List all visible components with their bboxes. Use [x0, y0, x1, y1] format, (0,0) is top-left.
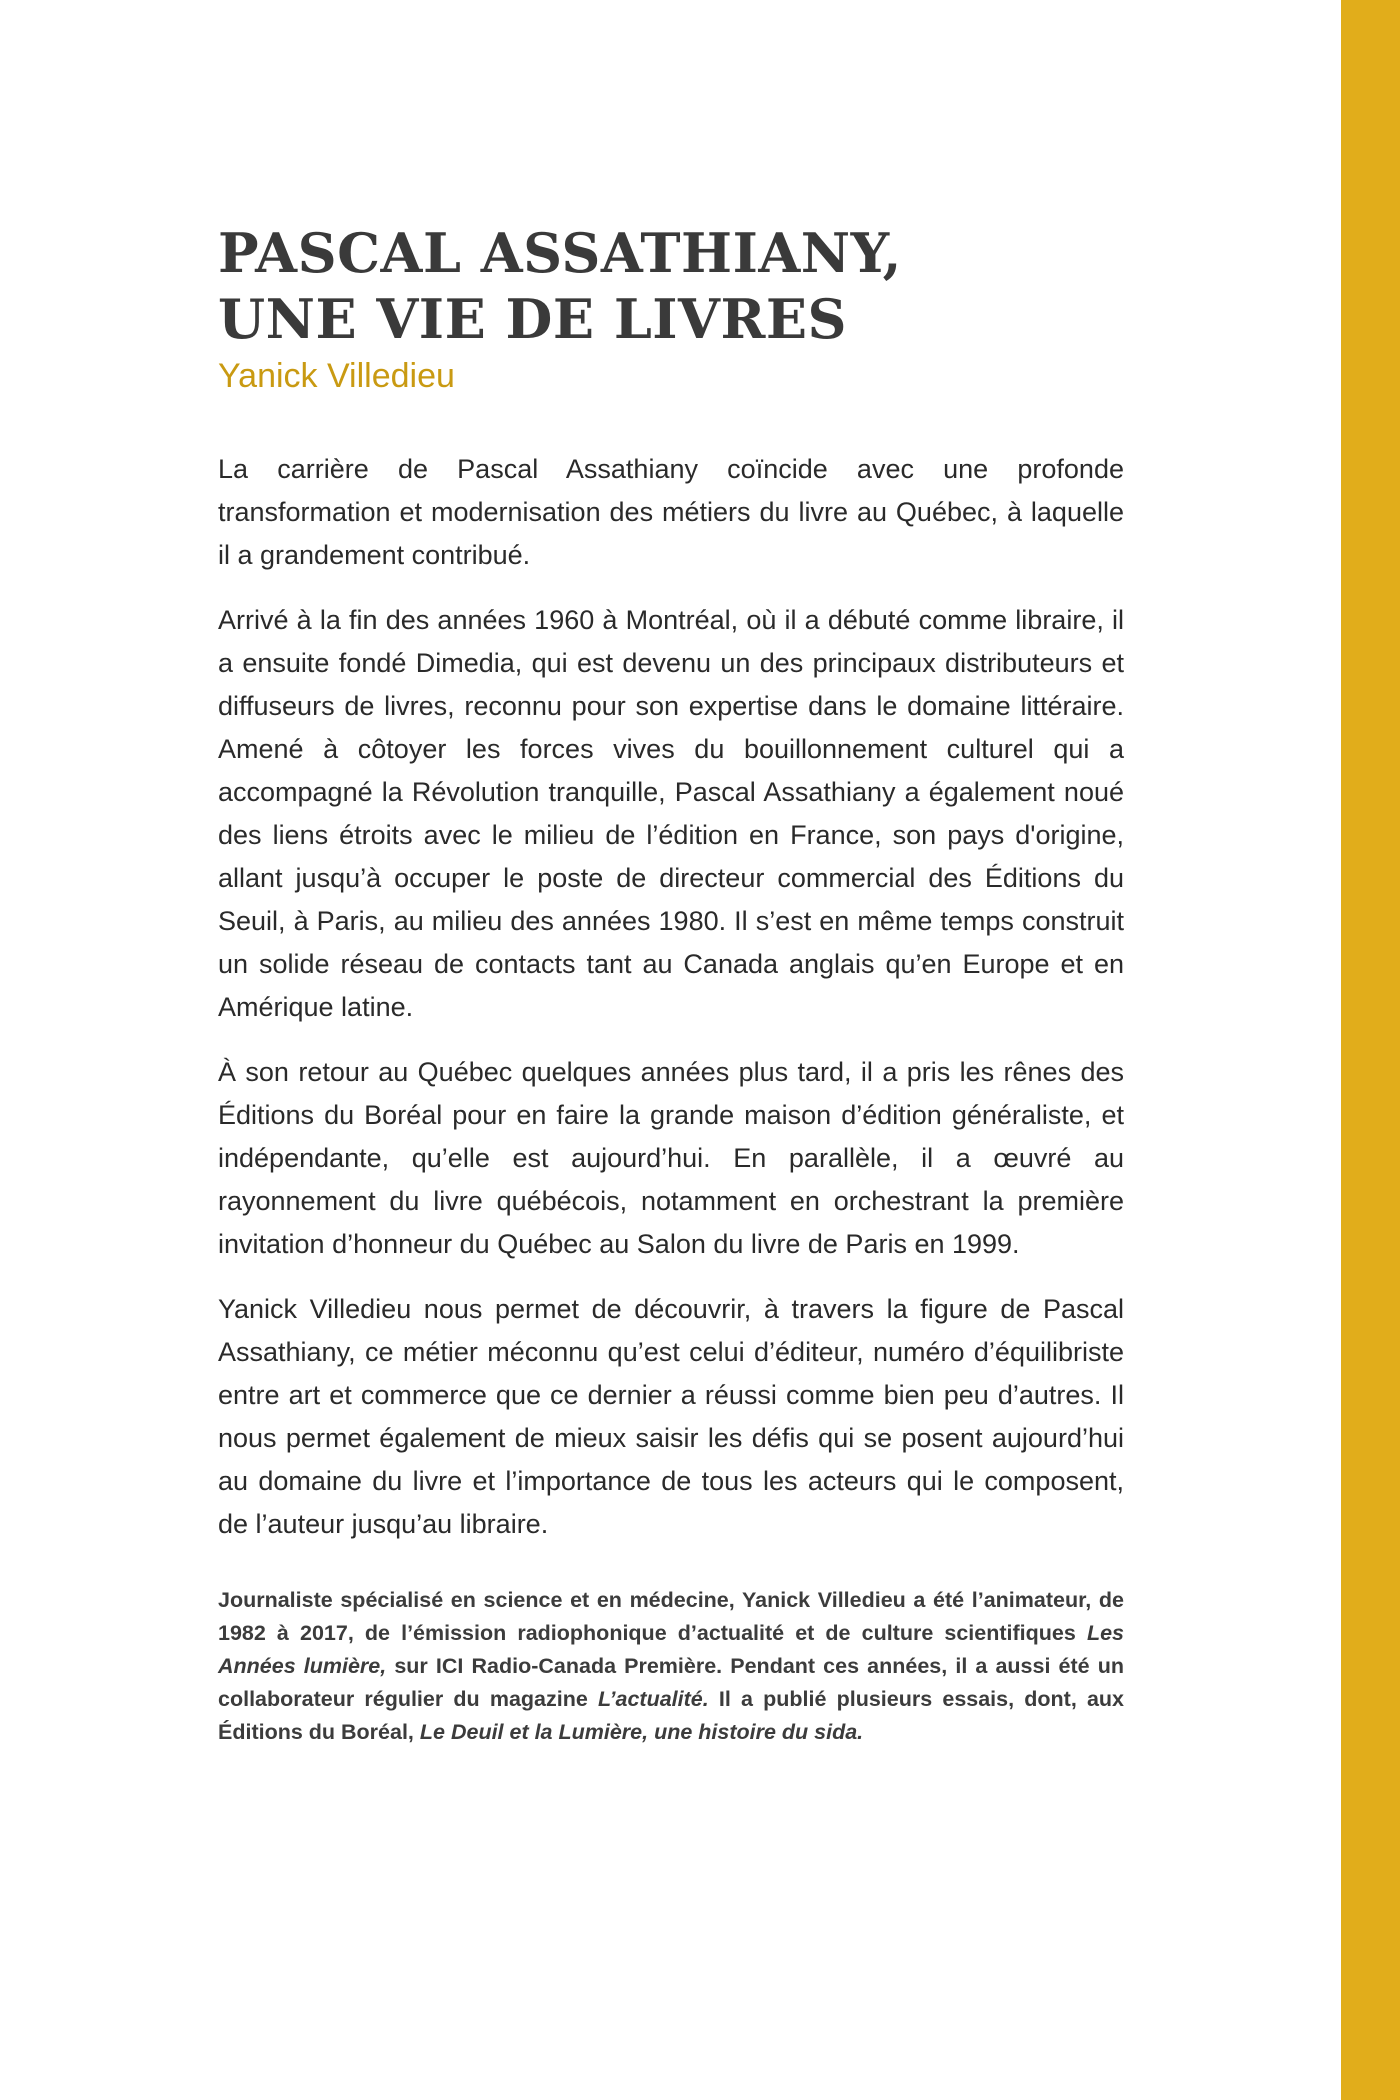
bio-text-2: sur ICI Radio-Canada Première. Pendant ces années, il a aussi été un collaborateur régulier du magazine [218, 1654, 1124, 1711]
cover-text [218, 220, 1124, 1749]
author-bio [218, 1584, 1124, 1749]
author-name: Yanick Villedieu [218, 357, 455, 395]
synopsis-paragraph-3: À son retour au Québec quelques années plus tard, il a pris les rênes des Éditions du Boréal pour en faire la grande maison d’édition généraliste, et indépendante, qu’elle est aujourd’hui. En parallèle, il a œuvré au rayonnement du livre québécois, notamment en orchestrant la première invitation d’honneur du Québec au Salon du livre de Paris en 1999. [218, 1057, 1124, 1259]
accent-color-band [1341, 0, 1400, 2100]
book-title [218, 220, 1124, 352]
synopsis [218, 448, 1124, 1546]
book-title-line-2: UNE VIE DE LIVRES [218, 287, 847, 351]
synopsis-paragraph-2: Arrivé à la fin des années 1960 à Montréal, où il a débuté comme libraire, il a ensuite fondé Dimedia, qui est devenu un des principaux distributeurs et diffuseurs de livres, reconnu pour son expertise dans le domaine littéraire. Amené à côtoyer les forces vives du bouillonnement culturel qui a accompagné la Révolution tranquille, Pascal Assathiany a également noué des liens étroits avec le milieu de l’édition en France, son pays d'origine, allant jusqu’à occuper le poste de directeur commercial des Éditions du Seuil, à Paris, au milieu des années 1980. Il s’est en même temps construit un solide réseau de contacts tant au Canada anglais qu’en Europe et en Amérique latine. [218, 605, 1124, 1022]
bio-text-3: Il a publié plusieurs essais, dont, aux Éditions du Boréal, [218, 1687, 1125, 1744]
bio-text-1: Journaliste spécialisé en science et en médecine, Yanick Villedieu a été l’animateur, de 1982 à 2017, de l’émission radiophonique d’actualité et de culture scientifiques [218, 1588, 1124, 1645]
synopsis-paragraph-4: Yanick Villedieu nous permet de découvrir, à travers la figure de Pascal Assathiany, ce métier méconnu qu’est celui d’éditeur, numéro d’équilibriste entre art et commerce que ce dernier a réussi comme bien peu d’autres. Il nous permet également de mieux saisir les défis qui se posent aujourd’hui au domaine du livre et l’importance de tous les acteurs qui le composent, de l’auteur jusqu’au libraire. [218, 1294, 1124, 1539]
synopsis-paragraph-1: La carrière de Pascal Assathiany coïncide avec une profonde transformation et modernisation des métiers du livre au Québec, à laquelle il a grandement contribué. [218, 454, 1124, 570]
bio-book-title: Le Deuil et la Lumière, une histoire du sida. [419, 1720, 864, 1744]
bio-magazine-title: L’actualité. [598, 1687, 709, 1711]
book-title-line-1: PASCAL ASSATHIANY, [218, 221, 902, 285]
bio-show-title: Les Années lumière, [218, 1621, 1124, 1678]
